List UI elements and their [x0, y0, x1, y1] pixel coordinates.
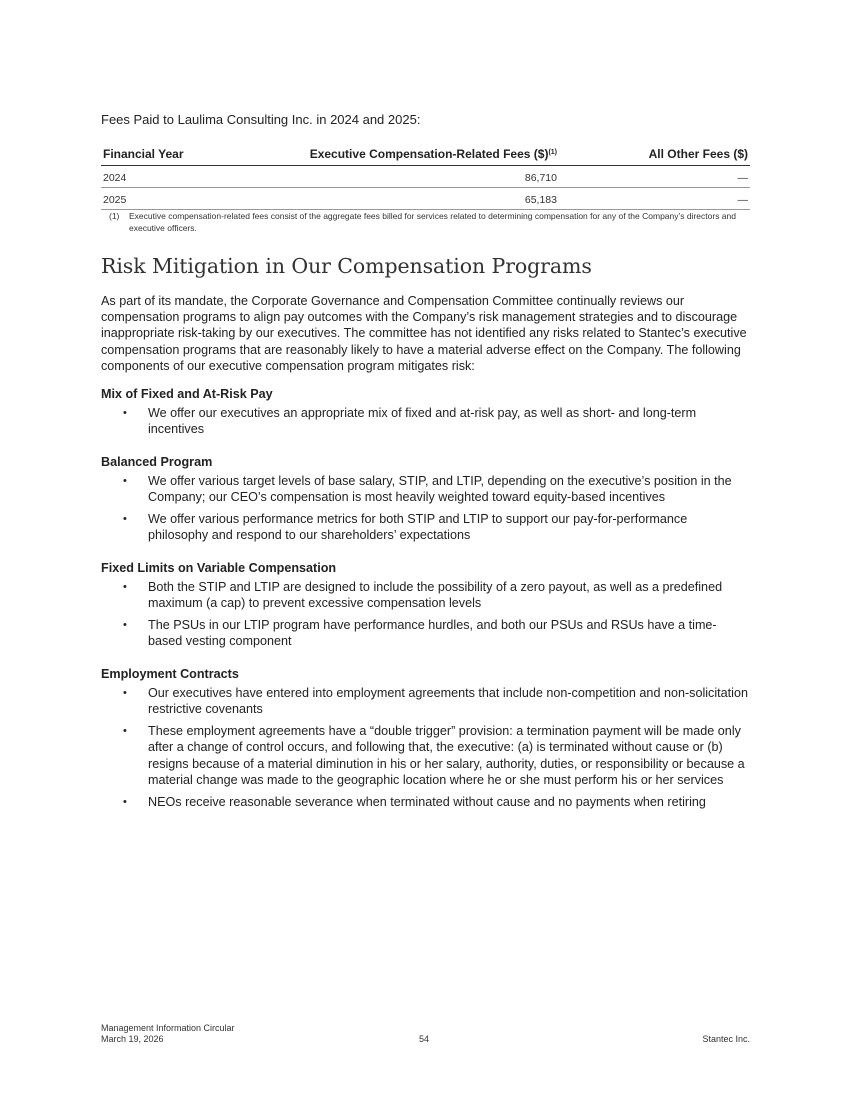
- header-financial-year: Financial Year: [101, 144, 255, 166]
- bullet-icon: •: [123, 686, 127, 699]
- list-item: [101, 723, 750, 788]
- bullet-icon: •: [123, 474, 127, 487]
- cell-other-fees: —: [559, 166, 750, 188]
- header-other-fees: All Other Fees ($): [559, 144, 750, 166]
- table-row: [101, 188, 750, 210]
- header-footnote-ref: (1): [548, 149, 557, 156]
- intro-paragraph: As part of its mandate, the Corporate Governance and Compensation Committee continually reviews our compensation programs to align pay outcomes with the Company’s risk management strategies and to discourage inappropriate risk-taking by our executives. The committee has not identified any risks related to Stantec’s executive compensation programs that are reasonably likely to have a material adverse effect on the Company. The following components of our executive compensation program mitigates risk:: [101, 294, 747, 373]
- bullet-list: [101, 473, 750, 544]
- list-item-text: We offer various performance metrics for both STIP and LTIP to support our pay-for-performance philosophy and respond to our shareholders’ expectations: [148, 512, 688, 543]
- list-item-text: Our executives have entered into employment agreements that include non-competition and non-solicitation restrictive covenants: [148, 685, 748, 717]
- list-item-text: These employment agreements have a “double trigger” provision: a termination payment will be made only after a change of control occurs, and following that, the executive: (a) is terminated without cause or (b) resigns because of a material diminution in his or her salary, authority, duties, or responsibility or because a material change was made to the geographic location where he or she must perform his or her services: [148, 724, 745, 787]
- list-item: [101, 405, 750, 437]
- footer-company: Stantec Inc.: [702, 1034, 750, 1044]
- footnote-text: Executive compensation-related fees consist of the aggregate fees billed for services related to determining compensation for any of the Company’s directors and executive officers.: [129, 211, 736, 233]
- document-page: [101, 0, 750, 1100]
- subsection-heading: Mix of Fixed and At-Risk Pay: [101, 387, 273, 402]
- footer-date: March 19, 2026: [101, 1033, 164, 1044]
- list-item-text: The PSUs in our LTIP program have performance hurdles, and both our PSUs and RSUs have a time-based vesting component: [148, 618, 717, 649]
- footnote-mark: (1): [109, 211, 120, 221]
- cell-other-fees: —: [559, 188, 750, 210]
- list-item-text: Both the STIP and LTIP are designed to include the possibility of a zero payout, as well as a predefined maximum (a cap) to prevent excessive compensation levels: [148, 579, 723, 611]
- list-item: [101, 794, 750, 810]
- cell-year: 2024: [101, 166, 255, 188]
- bullet-icon: •: [123, 725, 127, 738]
- section-title: Risk Mitigation in Our Compensation Programs: [101, 254, 592, 278]
- bullet-icon: •: [123, 619, 127, 632]
- list-item: [101, 579, 750, 611]
- fees-table: [101, 144, 750, 210]
- list-item-text: We offer our executives an appropriate mix of fixed and at-risk pay, as well as short- and long-term incentives: [148, 406, 697, 437]
- cell-exec-fees: 86,710: [255, 166, 559, 188]
- footer-doc-title: Management Information Circular: [101, 1023, 235, 1033]
- section-body: [101, 293, 750, 826]
- cell-year: 2025: [101, 188, 255, 210]
- subsection-heading: Employment Contracts: [101, 666, 239, 681]
- bullet-list: [101, 405, 750, 437]
- subsection-heading: Fixed Limits on Variable Compensation: [101, 560, 337, 575]
- header-exec-fees-label: Executive Compensation-Related Fees ($): [309, 147, 549, 161]
- bullet-icon: •: [123, 580, 127, 593]
- page-number: 54: [419, 1034, 430, 1044]
- bullet-icon: •: [123, 513, 127, 526]
- list-item: [101, 473, 750, 505]
- table-row: [101, 166, 750, 188]
- table-header-row: [101, 144, 750, 166]
- bullet-list: [101, 685, 750, 810]
- bullet-list: [101, 579, 750, 650]
- bullet-icon: •: [123, 407, 127, 420]
- table-footnote: [101, 211, 750, 234]
- list-item-text: NEOs receive reasonable severance when terminated without cause and no payments when retiring: [148, 795, 706, 810]
- header-exec-fees: [255, 144, 559, 166]
- list-item: [101, 511, 750, 543]
- bullet-icon: •: [123, 796, 127, 809]
- subsection-heading: Balanced Program: [101, 454, 213, 469]
- list-item-text: We offer various target levels of base salary, STIP, and LTIP, depending on the executive’s position in the Company; our CEO’s compensation is most heavily weighted toward equity-based incentives: [148, 473, 732, 505]
- list-item: [101, 685, 750, 717]
- cell-exec-fees: 65,183: [255, 188, 559, 210]
- list-item: [101, 617, 750, 649]
- fees-intro: Fees Paid to Laulima Consulting Inc. in 2024 and 2025:: [101, 112, 421, 127]
- footer-left: [101, 1023, 235, 1044]
